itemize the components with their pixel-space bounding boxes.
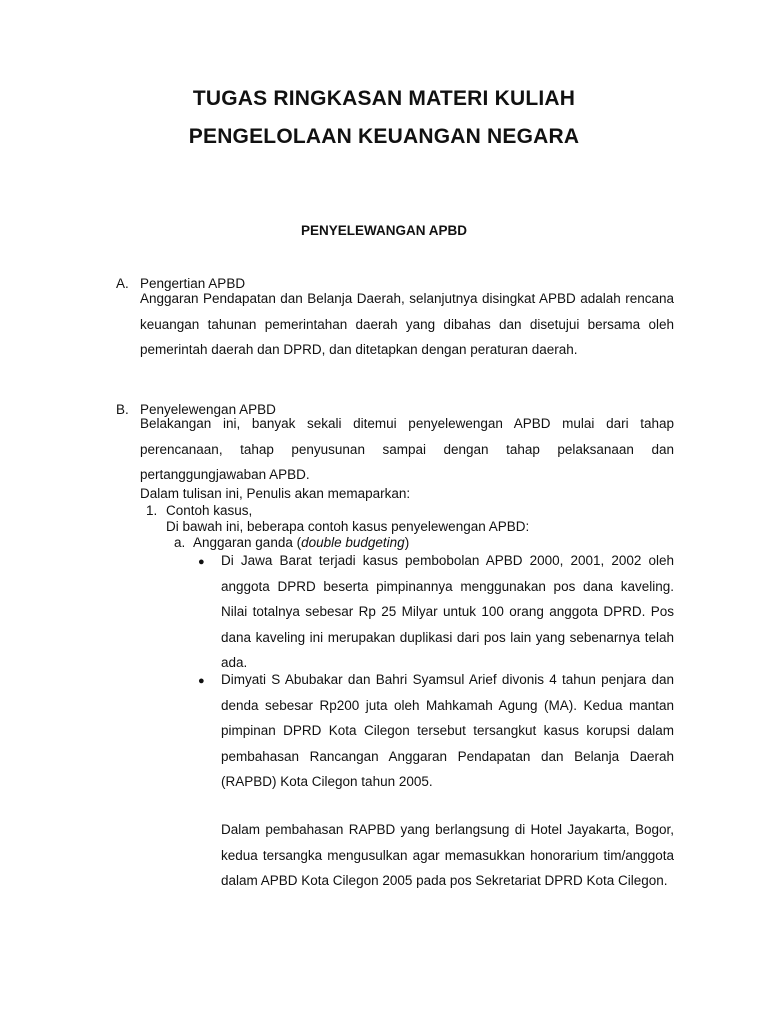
item-1-label: Contoh kasus, (166, 503, 253, 518)
section-subtitle: PENYELEWANGAN APBD (300, 223, 467, 238)
bullet-item-1: Di Jawa Barat terjadi kasus pembobolan APBD 2000, 2001, 2002 oleh anggota DPRD beserta pimpinannya menggunakan pos dana kaveling. Nilai totalnya sebesar Rp 25 Milyar untuk 100 orang anggota DPRD. Pos dana kaveling ini merupakan duplikasi dari pos lain yang sebenarnya telah ada. (221, 553, 674, 670)
bullet-icon: ● (198, 675, 205, 687)
section-a-marker: A. (116, 276, 129, 291)
bullet-item-2-continuation: Dalam pembahasan RAPBD yang berlangsung di Hotel Jayakarta, Bogor, kedua tersangka mengusulkan agar memasukkan honorarium tim/anggota dalam APBD Kota Cilegon 2005 pada pos Sekretariat DPRD Kota Cilegon. (221, 822, 674, 888)
document-title-line-1: TUGAS RINGKASAN MATERI KULIAH (192, 87, 576, 110)
sub-item-a-marker: a. (174, 535, 186, 550)
section-b-marker: B. (116, 402, 129, 417)
document-title-line-2: PENGELOLAAN KEUANGAN NEGARA (188, 125, 580, 148)
item-1-marker: 1. (146, 503, 158, 518)
sub-item-a-label-italic: double budgeting (301, 535, 405, 550)
section-b-intro: Dalam tulisan ini, Penulis akan memaparkan: (140, 486, 411, 501)
section-b-paragraph: Belakangan ini, banyak sekali ditemui penyelewengan APBD mulai dari tahap perencanaan, tahap penyusunan sampai dengan tahap pelaksanaan dan pertanggungjawaban APBD. (140, 416, 674, 482)
section-b-heading: Penyelewengan APBD (140, 402, 276, 417)
section-a-heading: Pengertian APBD (140, 276, 246, 291)
item-1-text: Di bawah ini, beberapa contoh kasus penyelewengan APBD: (166, 519, 530, 534)
section-a-paragraph: Anggaran Pendapatan dan Belanja Daerah, selanjutnya disingkat APBD adalah rencana keuangan tahunan pemerintahan daerah yang dibahas dan disetujui bersama oleh pemerintah daerah dan DPRD, dan ditetapkan dengan peraturan daerah. (140, 291, 674, 357)
sub-item-a-label: Anggaran ganda (double budgeting) (193, 535, 410, 550)
bullet-item-2: Dimyati S Abubakar dan Bahri Syamsul Arief divonis 4 tahun penjara dan denda sebesar Rp200 juta oleh Mahkamah Agung (MA). Kedua mantan pimpinan DPRD Kota Cilegon tersebut tersangkut kasus korupsi dalam pembahasan Rancangan Anggaran Pendapatan dan Belanja Daerah (RAPBD) Kota Cilegon tahun 2005. (221, 672, 674, 789)
bullet-icon: ● (198, 556, 205, 568)
